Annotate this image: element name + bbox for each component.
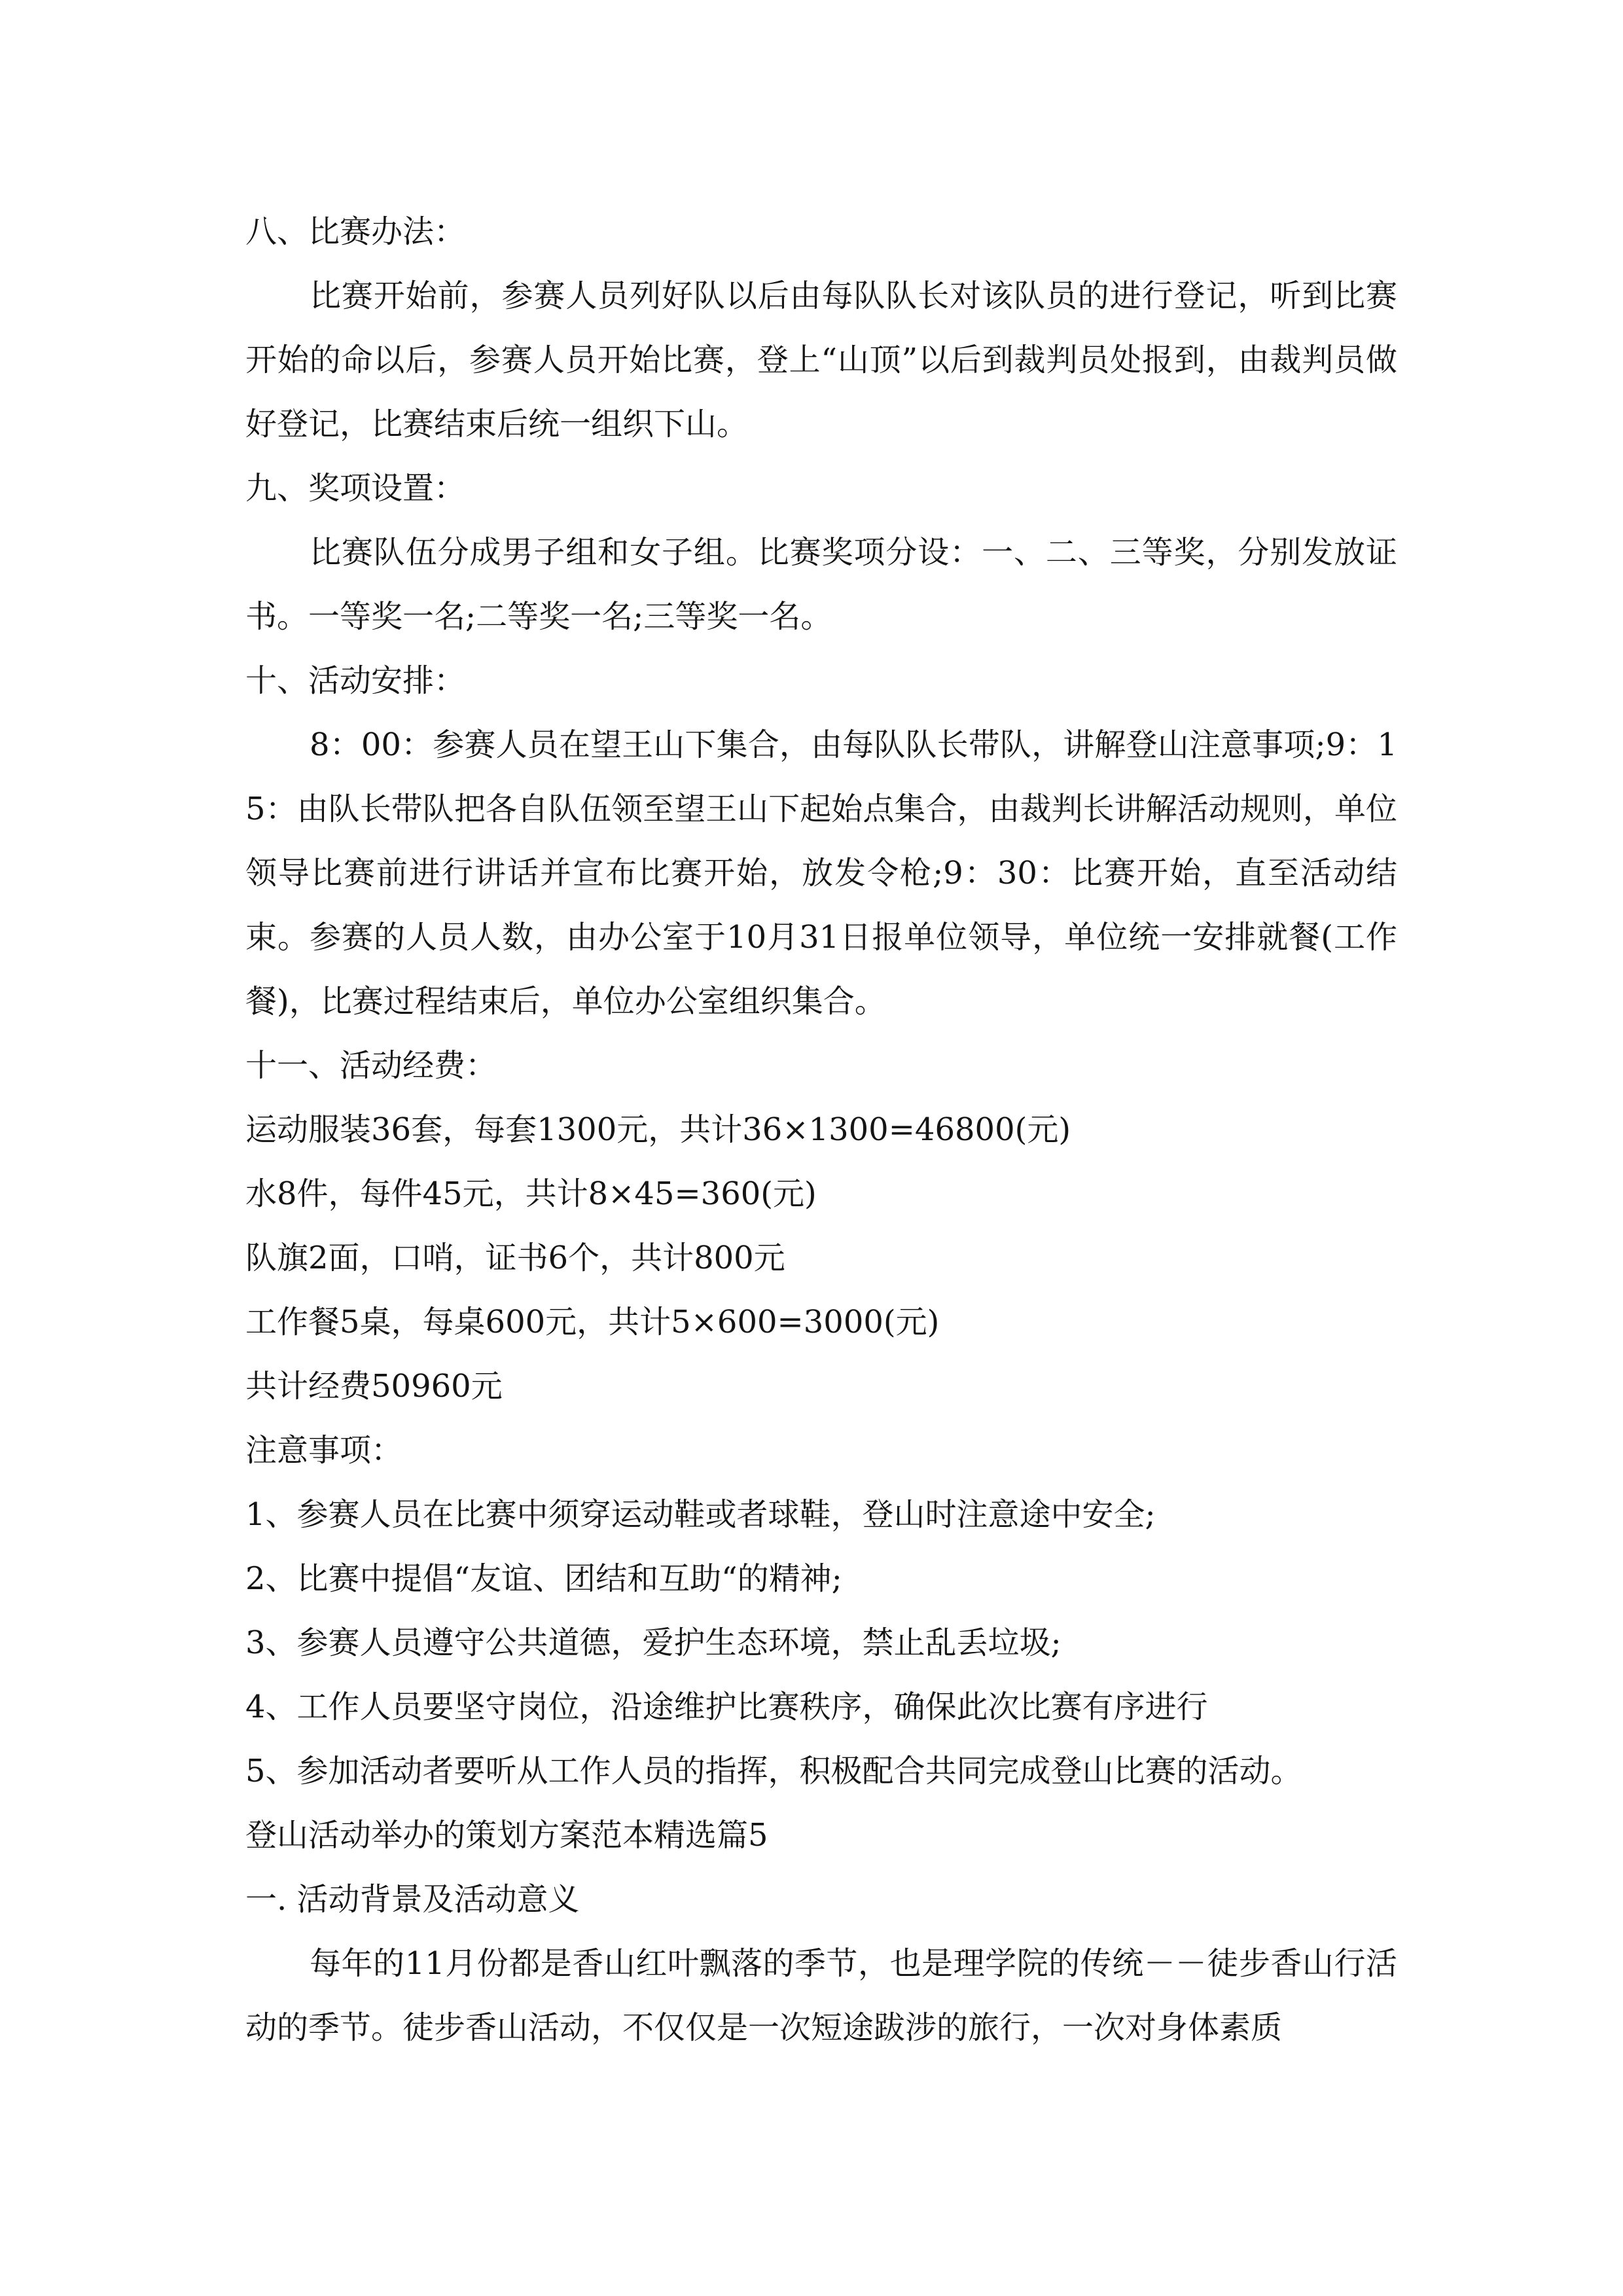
section-10-body: 8：00：参赛人员在望王山下集合，由每队队长带队，讲解登山注意事项;9：15：由队长带队把各自队伍领至望王山下起始点集合，由裁判长讲解活动规则，单位领导比赛前进行讲话并宣布比赛开始，放发令枪;9：30：比赛开始，直至活动结束。参赛的人员人数，由办公室于10月31日报单位领导，单位统一安排就餐(工作餐)，比赛过程结束后，单位办公室组织集合。	[245, 726, 1397, 1020]
note-item: 5、参加活动者要听从工作人员的指挥，积极配合共同完成登山比赛的活动。	[245, 1753, 1302, 1789]
section-8-heading: 八、比赛办法：	[245, 213, 466, 250]
budget-line: 水8件，每件45元，共计8×45=360(元)	[245, 1175, 817, 1212]
article-5-subheading: 一. 活动背景及活动意义	[245, 1881, 580, 1918]
article-5-body: 每年的11月份都是香山红叶飘落的季节，也是理学院的传统－－徒步香山行活动的季节。徒步香山活动，不仅仅是一次短途跋涉的旅行，一次对身体素质	[245, 1945, 1397, 2046]
section-9-body: 比赛队伍分成男子组和女子组。比赛奖项分设：一、二、三等奖，分别发放证书。一等奖一名;二等奖一名;三等奖一名。	[245, 534, 1397, 635]
note-item: 2、比赛中提倡“友谊、团结和互助“的精神;	[245, 1560, 842, 1597]
budget-total: 共计经费50960元	[245, 1368, 503, 1405]
section-11-heading: 十一、活动经费：	[245, 1047, 497, 1084]
note-item: 4、工作人员要坚守岗位，沿途维护比赛秩序，确保此次比赛有序进行	[245, 1689, 1208, 1725]
section-8-body: 比赛开始前，参赛人员列好队以后由每队队长对该队员的进行登记，听到比赛开始的命以后，参赛人员开始比赛，登上“山顶”以后到裁判员处报到，由裁判员做好登记，比赛结束后统一组织下山。	[245, 278, 1397, 442]
budget-line: 运动服装36套，每套1300元，共计36×1300=46800(元)	[245, 1111, 1071, 1148]
section-10-heading: 十、活动安排：	[245, 662, 466, 699]
note-item: 1、参赛人员在比赛中须穿运动鞋或者球鞋，登山时注意途中安全;	[245, 1496, 1156, 1533]
note-item: 3、参赛人员遵守公共道德，爱护生态环境，禁止乱丢垃圾;	[245, 1624, 1061, 1661]
budget-line: 队旗2面，口哨，证书6个，共计800元	[245, 1240, 785, 1276]
budget-line: 工作餐5桌，每桌600元，共计5×600=3000(元)	[245, 1304, 940, 1340]
article-5-title: 登山活动举办的策划方案范本精选篇5	[245, 1817, 768, 1854]
document-content	[245, 200, 1397, 2060]
section-9-heading: 九、奖项设置：	[245, 470, 466, 507]
notes-heading: 注意事项：	[245, 1432, 403, 1469]
